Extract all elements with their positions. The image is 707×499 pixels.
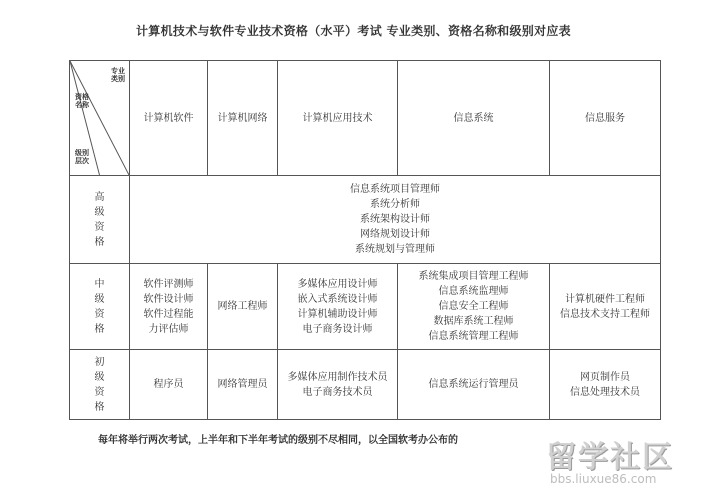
qualification-item: 嵌入式系统设计师 (297, 293, 378, 305)
qualification-item: 系统集成项目管理工程师 (418, 271, 529, 282)
column-header-info-service: 信息服务 (550, 61, 661, 176)
junior-software-cell (130, 350, 208, 420)
watermark-text: 留学社区 (546, 440, 674, 475)
column-header-network: 计算机网络 (208, 61, 278, 176)
qualification-item: 网络工程师 (217, 301, 268, 312)
junior-application-cell (278, 350, 398, 420)
qualification-item: 软件设计师 (143, 293, 194, 305)
qualification-item: 网页制作员 (580, 371, 630, 383)
level-label-senior: 高 级 资 格 (70, 176, 130, 264)
qualification-item: 信息安全工程师 (438, 301, 509, 312)
middle-info-system-cell (398, 264, 550, 350)
qualification-item: 计算机辅助设计师 (297, 308, 378, 320)
middle-software-cell (130, 264, 208, 350)
level-label-junior: 初 级 资 格 (70, 350, 130, 420)
qualification-item: 信息技术支持工程师 (560, 308, 650, 320)
qualification-item: 系统规划与管理师 (355, 244, 435, 255)
senior-qualifications-cell (130, 176, 661, 264)
footnote-text: 每年将举行两次考试，上半年和下半年考试的级别不尽相同，以全国软考办公布的 (98, 435, 458, 446)
column-header-info-system: 信息系统 (398, 61, 550, 176)
junior-info-system-cell (398, 350, 550, 420)
qualification-item: 网络规划设计师 (360, 229, 430, 240)
qualification-item: 电子商务技术员 (302, 386, 373, 398)
middle-network-cell (208, 264, 278, 350)
qualification-item: 信息系统运行管理员 (428, 379, 519, 390)
corner-level-label: 级别层次 (75, 149, 89, 165)
qualification-item: 信息系统项目管理师 (350, 184, 440, 195)
corner-name-label: 资格名称 (75, 93, 89, 109)
qualification-item: 多媒体应用制作技术员 (287, 371, 388, 383)
qualification-item: 网络管理员 (217, 379, 268, 390)
qualification-item: 信息系统监理师 (438, 286, 509, 297)
qualification-item: 力评估师 (148, 323, 189, 335)
qualification-item: 电子商务设计师 (302, 323, 373, 335)
qualification-item: 软件过程能 (143, 308, 194, 320)
middle-info-service-cell (550, 264, 661, 350)
junior-info-service-cell (550, 350, 661, 420)
qualification-item: 数据库系统工程师 (433, 316, 514, 327)
qualification-item: 多媒体应用设计师 (297, 278, 378, 290)
middle-application-cell (278, 264, 398, 350)
column-header-application: 计算机应用技术 (278, 61, 398, 176)
corner-category-label: 专业类别 (111, 67, 125, 83)
qualification-item: 软件评测师 (143, 278, 194, 290)
exam-level-table (69, 60, 661, 420)
qualification-item: 系统分析师 (370, 199, 420, 210)
qualification-item: 信息系统管理工程师 (428, 331, 519, 342)
watermark-url: bbs.liuxue86.com (550, 472, 657, 486)
corner-header-cell (70, 61, 130, 176)
level-label-middle: 中 级 资 格 (70, 264, 130, 350)
page-title: 计算机技术与软件专业技术资格（水平）考试 专业类别、资格名称和级别对应表 (136, 24, 571, 38)
senior-row (70, 176, 661, 264)
qualification-item: 系统架构设计师 (360, 214, 430, 225)
junior-row (70, 350, 661, 420)
site-watermark (538, 432, 703, 494)
qualification-item: 信息处理技术员 (570, 386, 640, 398)
qualification-item: 计算机硬件工程师 (565, 293, 645, 305)
column-header-software: 计算机软件 (130, 61, 208, 176)
junior-network-cell (208, 350, 278, 420)
qualification-item: 程序员 (153, 379, 184, 390)
header-row (70, 61, 661, 176)
middle-row (70, 264, 661, 350)
